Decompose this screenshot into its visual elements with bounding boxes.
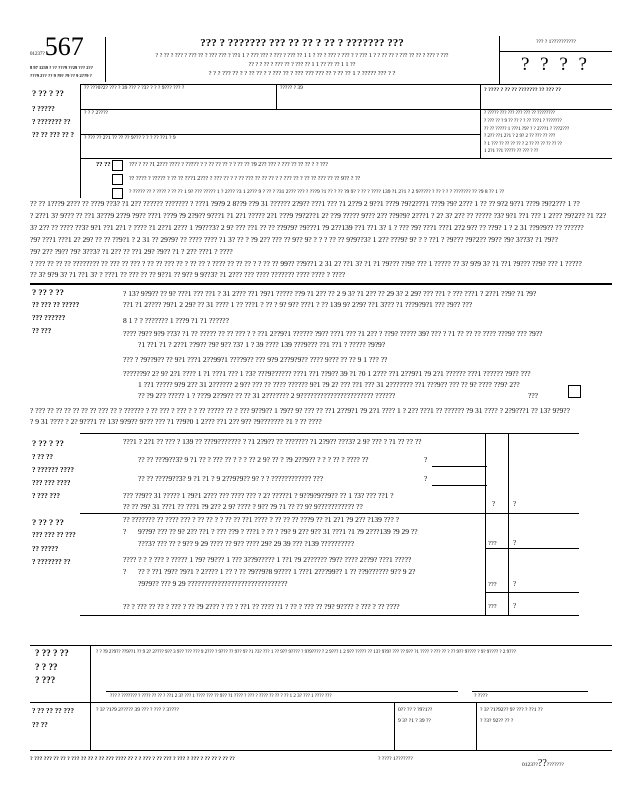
text-line: ?? ?? ?9? 31 ???1 ?? ???1 ?9 2?? 2 9? ???? ? 9?? ?9 ?1 ?? ?? 9? 9??????????? ??	[123, 502, 363, 511]
checkbox-row-label: ?? ??	[96, 161, 111, 168]
item-bullet: ?	[123, 527, 127, 536]
section-rule	[30, 283, 612, 285]
header-divider	[105, 37, 106, 82]
sidebar-label: ? ?????? ????	[32, 466, 74, 474]
agency-line: ???9 2?? ?? 9 ?9? ?9 ?? 9 2??9 ?	[30, 73, 92, 78]
preparer-field-label: ? 3? ?1?9 2????? 39 ??? ? ??? ? 3????	[96, 707, 179, 713]
paragraph-line: 3? 2?? ?? ???? ??3? 9?1 ??1 2?1 ? ???? ?1 2??1 2??? 1 ?9???3? 2 9? ??? ??1 ?? ?? ??9?9? ?9???1 ?9 2??139 ??1 ??1 3? 1 ? ??? ?9? ???1 ???1 2?2 9?? ?? ??9? 1 ? 2 31 ??9?9?? ?? ??????	[30, 223, 584, 232]
text-line: ???? ?9?? 9?9 ??3? ?1 ?? ????? ?? ?? ??? ? ? ??1 2??9?1 ?????? ?9?? ???1 ??? ?1 2?? ? ??9? ????? 39? ??? ? ?1 ?? ?? ?? ???? ???9? ??? ?9??	[123, 329, 543, 338]
question-b: ?? ?? ????9??3? 9 ?1 ?1 ? 9 2??9?9?? 9? ? ? ???????????? ???	[138, 474, 324, 483]
part1-label: ? ?? ? ??	[32, 287, 64, 297]
sign-here-label: ? ?? ? ??	[35, 648, 69, 658]
tax-year: ? ? ? ?	[521, 54, 590, 75]
address-field[interactable]	[81, 119, 479, 133]
sidebar-label: ? ??? ???	[32, 492, 60, 500]
amount-value: ?	[513, 539, 517, 547]
rule	[30, 645, 612, 646]
rule	[80, 158, 612, 159]
footer-notice: ? ??? ??? ?? ?? ? ??? ?? ?? ? ?? ??? ???? ?? ? ? ??? ? ?? ??? ? ??? ? ??? ? ?? ?? ? ?? ??	[30, 756, 235, 762]
rule	[485, 548, 579, 549]
ein-field-label: ????? ? 39	[280, 85, 303, 91]
instruction-line: ?? ?? ????? 1 ???1 ?9? ? ? 2???1 ? ???2???	[484, 127, 570, 132]
text-line: ???	[528, 391, 538, 400]
form-subtitle: ? ? ?? ? ??? ? ??? ?? ? ??? ??? ? ??1 1 ? ??? ??? ? ??? ? ??? ?? 1 1 ? ?? ? ??? ? ??? ? ? ??? 1 ? ? ?? ?? ? ??? ?? ?? ? ??? ? ???	[155, 53, 449, 59]
text-line: ?? ?9 2?? ????? 1 ? ???9 2??9?? ?? ?? 31 2??????? 2 9?????????????????????? ??????	[138, 391, 396, 400]
perjury-statement: ? ? ?9 2?9?? ??9??1 ?? 9 2? 2???? 9?? 3 9?? ??? ??? 9 2??? ? 9??? ?? 9?? 9? ?1 ?3? ??? 1 ?? 9?? 9???? ? 9?9???? ? 2 9??? 1 2 9?? ????? ?? 13? 9?9? ??? ?? 9?? ?1 ???? ? ??? ?? ? ?? 9?? 9???? ? 9? 9???? ? 2 9???	[96, 650, 516, 655]
rule	[394, 702, 395, 750]
checkbox-part1[interactable]	[568, 385, 581, 398]
form-number-block	[30, 32, 84, 61]
amount-column-rule	[508, 433, 509, 615]
answer-a-blank[interactable]	[432, 456, 487, 467]
answer-b-blank[interactable]	[432, 475, 487, 486]
agency-line: 8 97 1239 ? ?? ???9 ??29 ??? 2??	[30, 65, 93, 70]
checkbox-c[interactable]	[112, 188, 123, 199]
paragraph-line: ? ??? ?? ?? ?? ???????? ?? ??? ?? ??? ? ?? ?? ??? ?? ? ?? ?? ? ???? ?? ?? ?? ? ? ?? ?? 99?? ??9??1 2 31 2? ??1 3? ?1 ?1 ?9??? ??9? ??? 1 ????? ?? 3? 9?9 3? ?1 ??1 ?9??? ??9? ??? 1 ?????	[30, 259, 582, 268]
paragraph-line: ? ??? ?? ?? ?? ?? ?? ?? ??? ?? ? ?????? ? ?? ??? ? ??? ? ? ?? ????? ?? ? ??? 9??9?? 1 ?9?? 9? ??? ?? ??1 2??9?1 ?9 2?1 ???? 1 ? 2?? ???1 ?? ?????? ?9 31 ???? ? 2?9???1 ?? 13? 9?9??	[30, 406, 570, 415]
form-number-prefix: 01237?	[30, 52, 45, 57]
sidebar-label: ?? ?????	[32, 545, 59, 553]
form-subtitle: ?? ? ? ?? ? ??? ?? ? ??? ?? 1 1 ?? ?? ?? 1 1 ??	[248, 62, 356, 68]
text-line: ??? ? ?9??9?? ?? 9?1 ???1 2??99?1 ????9?? ??? 9?9 2??9?9?? ???? 9??? ?? ?? 9 1 ??? ??	[123, 355, 388, 364]
sign-here-label: ? ???	[35, 675, 56, 685]
amount-value: ?	[513, 500, 517, 508]
amount-value: ?	[492, 500, 496, 508]
answer-a: ?	[424, 455, 428, 464]
sidebar-label: ?? ??? ?? ?????	[32, 301, 80, 309]
form-number: 567	[44, 32, 84, 61]
date-caption: ? ????	[474, 693, 488, 699]
checkbox-b-label: ?? ???? ? ????? ? ?? ?? ???1 2??? ? ??? ?? ? ? ?? ??? ?? ?? ?? ? ? ??? ?? ? ?? ?? ??? ?? ?? 9?? ? ??	[129, 176, 361, 182]
city-state-zip-field[interactable]	[81, 144, 479, 157]
footer-form-num: ??	[537, 758, 547, 769]
text-line: ???3? ??? ?? ? 9?? 9 29 ???? ?? 9?? ???? 29? 29 39 ??? ?139 ??????????	[138, 539, 355, 548]
item-bullet: ?	[123, 567, 127, 576]
checkbox-a-label: ??? ? ?? ?1 2??? ???? ? ????? ? ? ?? ?? ?? ? ? ?? ?? ?9 2?? ??? ? ??? ?? ?? ?? ? ? ???	[129, 162, 328, 168]
sidebar-label: ?? ???	[32, 327, 52, 335]
text-line: 9??9? ??? ?? 9? 2?? ??1 ? ??? ??9 ? ???1 ? ?? ? ?9? 9 2?? 9?? 31 ???1 ?1 ?9 2???139 ?9 29 ??	[138, 527, 418, 536]
address-field-label: ? ? ? 2????	[84, 110, 108, 116]
name-field-label: ?? ???0?2? ??? ? 39 ??? ? ?3? ? ? ? 9??? ??? ?	[84, 85, 185, 91]
sidebar-label: ??? ??? ?? ???	[32, 531, 76, 539]
preparer-field-label: ? ?3? 92?? ?? ?	[480, 718, 514, 724]
preparer-field-label: 0?? ?? ? ?9?1??	[398, 707, 433, 713]
date-line[interactable]	[472, 681, 588, 692]
signature-line[interactable]	[106, 681, 458, 692]
line-ref: ???	[488, 603, 497, 610]
checkbox-a[interactable]	[112, 160, 123, 171]
omb-box-rule	[499, 51, 612, 52]
amount-value: ?	[513, 602, 517, 610]
paragraph-line: ? 2??1 3? 9??? ?? ??1 3???9 2??9 ?9?? ???1 ???9 ?9 2?9?? 9???1 ?1 2?1 ????? 2?1 ???9 ?9?2??1 2? ??9 ????? 9??? 2?? ??9?9? 2???1 ? 2? 3? 2?? ?? ????? ?3? 9?1 ??1 ??? 1 2??? ?9?2?? ?1 ?2?	[30, 211, 607, 220]
sidebar-label: ? ??????? ??	[32, 118, 71, 126]
catalog-number: ? ???? 1???????	[378, 756, 413, 762]
text-line: ?? ??????? ?? ???? ??? ? ?? ?? ? ? ?? ?? ??1 ???? ? ?? ?? ?? ???9 ?? ?1 2?1 ?9 2?? ?139 ??? ?	[123, 515, 399, 524]
checkbox-b[interactable]	[112, 174, 123, 185]
sidebar-label: ? ?? ??	[32, 453, 53, 461]
rule	[80, 109, 612, 110]
rule	[476, 702, 477, 750]
text-line: ?? ? ??? ?? ?? ? ??? ? ?? ?9 2??? ? ?? ? ??1 ?? ???? ?1 ? ?? ? ??? ?? ?9? 9???? ? ??? ? ?? ????	[123, 602, 400, 611]
rule	[80, 433, 579, 434]
preparer-signature-field[interactable]	[91, 716, 393, 749]
text-line: ??????9? 2? 9? 2?1 ???? 1 ?1 ???1 ??? 1 ?3? ???9?????? ???1 ??1 ??9?? 39 ?1 ?0 1 2??? ??1 2??9?1 ?9 2?1 ?????? ???1 ?????? ?9?? ???	[123, 369, 531, 378]
part2-label: ? ?? ? ??	[32, 438, 64, 448]
instruction-line: ? 2?? ??1 2?1 ? 2 9? 2 ?? ??? ?? ???	[484, 134, 556, 139]
amount-value: ?	[513, 580, 517, 588]
paragraph-line: ?? 3? 9?9 3? ?1 ??1 3? ? ???1 ?? ??? ?? ?? 9??1 ?? 9?? 9 9??3? ?1 2??? ??? ???? ??????? ???? ???? ? ????	[30, 270, 346, 279]
sidebar-label: ?? ?? ??? ?? ?	[32, 131, 74, 139]
text-line: 8 1 ? ? ??????? 1 ???9 ?1 ?1 ??????	[123, 316, 229, 325]
footer-form-number	[522, 754, 564, 771]
omb-number-label: ??? ? 1??????????	[536, 39, 576, 45]
text-line: 1 ??1 ????? 9?9 2?? 31 2?????? 2 9?? ??? ?? ???? ?????? 9?1 ?9 2? ??? ??1 ??? 31 2??????? ??1 ???9?? ??? ?? 9? ???? ??9? 2??	[138, 380, 520, 389]
rule	[480, 84, 481, 158]
text-line: ???1 ? 2?1 ?? ??? ? 139 ?? ???9??????? ? ?1 2?9?? ?? ??????? ?1 2?9?? ???3? 2 9? ??? ? ?1 ?? ?? ??	[123, 437, 422, 446]
instruction-line: 1 2?1 ??1 ????? ?? ??? ? ??	[484, 149, 539, 154]
text-line: ?? ? ??1 ?9?? ?9?1 ? 2???? 1 ?? ? ?? ?9??9?8 9???? 1 ???1 2???99?? 1 ?? ??9?????? 9?? 9 2?	[138, 567, 416, 576]
line-ref: ???	[488, 540, 497, 547]
form-title: ??? ? ??????? ??? ?? ?? ? ?? ? ??????? ???	[200, 37, 404, 49]
name-field[interactable]	[81, 94, 275, 108]
preparer-field-label: 9 3? ?1 ? 39 ??	[398, 718, 431, 724]
paragraph-line: ?9? ???1 ???1 2? 29? ?? ?? ??9?1 ? 2 31 ?? 29?9? ?? ???? ???? ?1 3? ?? ? ?9 2?? ??? ?? 9?? 9? ? ? ? ?? ?? 9?9??3? 1 2?? ???9? 9? ? ? ??1 ? ?9??? ?9?2?? ?9?? ?9? 3??3? ?1 ?9??	[30, 235, 558, 244]
part3-label: ? ?? ? ??	[32, 517, 64, 527]
instruction-line: ? ??? ?? ? 9 ?? ?? ? ? ?? ???1 ? ???????	[484, 119, 562, 124]
text-line: ???? ? ? ? ??? ? ????? 1 ?9? ?9??? 1 ??? 3??9????? 1 ??1 ?9 2?????? ?9?? ???? 2??9? ???1 ?????	[123, 555, 412, 564]
sidebar-label: ? ?????	[32, 105, 55, 113]
city-state-zip-label: ? ??? ?? 2?1 ?? ?? ?? 9??? ? ? ? ?? ??1 ? 9	[84, 135, 176, 141]
preparer-field-label: ? 3? ?1?92?? 9? ??? ? ??1 ??	[480, 707, 543, 713]
footer-form-post: ???????	[546, 762, 564, 768]
preparer-label: ? ?? ?? ?? ???	[32, 707, 74, 715]
ein-field[interactable]	[277, 94, 479, 108]
signature-caption: ??? ? ??????? ? ???? ?? ?? ? ??1 2 3? ??? 1 ???? ??? ?? 9?? ?1 ???? ? ??? ? ???? ?? ?? ? ?? 1 2 3? ??? 1 ???? ???	[110, 694, 332, 699]
instruction-line: ? 1 ??? ?? ?? ?? ?? ? 2 ?? ?? ?? ?? ?? ??	[484, 142, 562, 147]
sign-here-label: ? ? ??	[35, 662, 58, 672]
paragraph-line: ?? ?? 1???9 2??? ?? ???9 ??3? ?1 2?? ?????? ??????? ? ???1 ?9?9 2 8??9 ??9 31 ?????? 2?9?? ???1 ??? ?1 2??9 2 9??1 ???9 ?9?2???1 ???9 ?9? 2??? 1 ?? ?? 9?2 9??1 ???9 ?9?2??? 1 ??	[30, 199, 580, 208]
sidebar-label: ? ??????? ??	[32, 558, 71, 566]
paragraph-line: ? 9 31 ???? ? 2? 9???1 ?? 13? 9?9?? 9??? ??? ?1 ??9?0 1 2??? ??1 2?? 9?? ?9??????? ?1 ? ?? ????	[30, 417, 322, 426]
form-subtitle: ? ? ? ??? ?? ? ? ?? ?? ? ? ??? ?? ? ??? ??? ??? ?? ? ?? ?? 1 ? ????? ??? ? ?	[208, 70, 396, 77]
text-line: ?1 ??1 ?1 ? 2??1 ??9?? ?9? 9?? ?3? 1 ? 39 ???? 139 ???9??? ??1 ??1 ? ????? ?9?9?	[138, 340, 386, 349]
footer-form-pre: 0123??	[522, 762, 538, 768]
text-line: ??? ??9?? 31 ????? 1 ?9?1 2??? ??? ???? ??? ? 2? ?????1 ? 9??9?9??9?? ?? 1 ?3? ??? ??1 ?	[123, 491, 394, 500]
rule	[80, 513, 579, 514]
text-line: ? 13? 9?9?? ?? 9? ???1 ??? ??1 ? 31 2??? ??1 ?9?1 ????? ??9 ?1 2?? ?? 2 9 3? ?1 2?? ?? 29 3? 2 29? ??? ??1 ? ??? ???1 ? 2??1 ??9? ?1 ?9?	[123, 289, 537, 298]
rule	[90, 645, 91, 702]
question-a: ?? ?? ???9??3? 9 ?1 ?? ? ??? ?? ? ? ? ?? 2 9? ?? ? ?9 2??9?? ? ? ? ?? ? ???? ??	[138, 455, 369, 464]
line-ref: ???	[488, 581, 497, 588]
checkbox-c-label: ? ????? ?? ? ???? ? ?? ?? 1 9? ??? ????? 1 ? 2??? ?3 1 2??? 9 ? ?? ? ?31 2??? ??? ? ???9 ?1 ?? ? ?? ?9 9? ? ?? ? ???? 139 ?1 2?1 ? 2 9????? ? ?? ? ? ? ??????? ?? ?9 8 ?? 1 ??	[129, 189, 505, 195]
text-line: ??1 ?1 2???? ?9?1 2 29? ?? 31 ???? 1 ?? ???1 ? ?? ? 9? 9?? ???1 ? ?? 139 9? 2?9? ??1 3??? ?1 ???9?9?1 ??? ?9?? ???	[123, 300, 473, 309]
rule	[30, 750, 612, 751]
right-column-note: ? ???? ? ?? ?? ??????? ?? ??? ??	[484, 87, 561, 93]
rule	[485, 592, 579, 593]
sidebar-label: ??? ??????	[32, 314, 66, 322]
rule	[80, 615, 579, 616]
sidebar-label: ??? ??? ????	[32, 479, 71, 487]
answer-b: ?	[424, 474, 428, 483]
paragraph-line: ?9? 2?? ?9?? ?9? 3??3? ?1 2?? ?? ??1 29? ?9?? ?1 ? 2?? ???1 ? ????	[30, 247, 233, 256]
preparer-label: ?? ??	[32, 721, 48, 729]
rule	[30, 702, 612, 703]
sidebar-label: ? ?? ? ??	[32, 88, 64, 98]
instruction-line: ? ????? ??? ??? ??? ??? ?? ????????	[484, 111, 555, 116]
text-line: ?9?9?? ??? 9 29 ??????????????????????????????	[138, 579, 288, 588]
